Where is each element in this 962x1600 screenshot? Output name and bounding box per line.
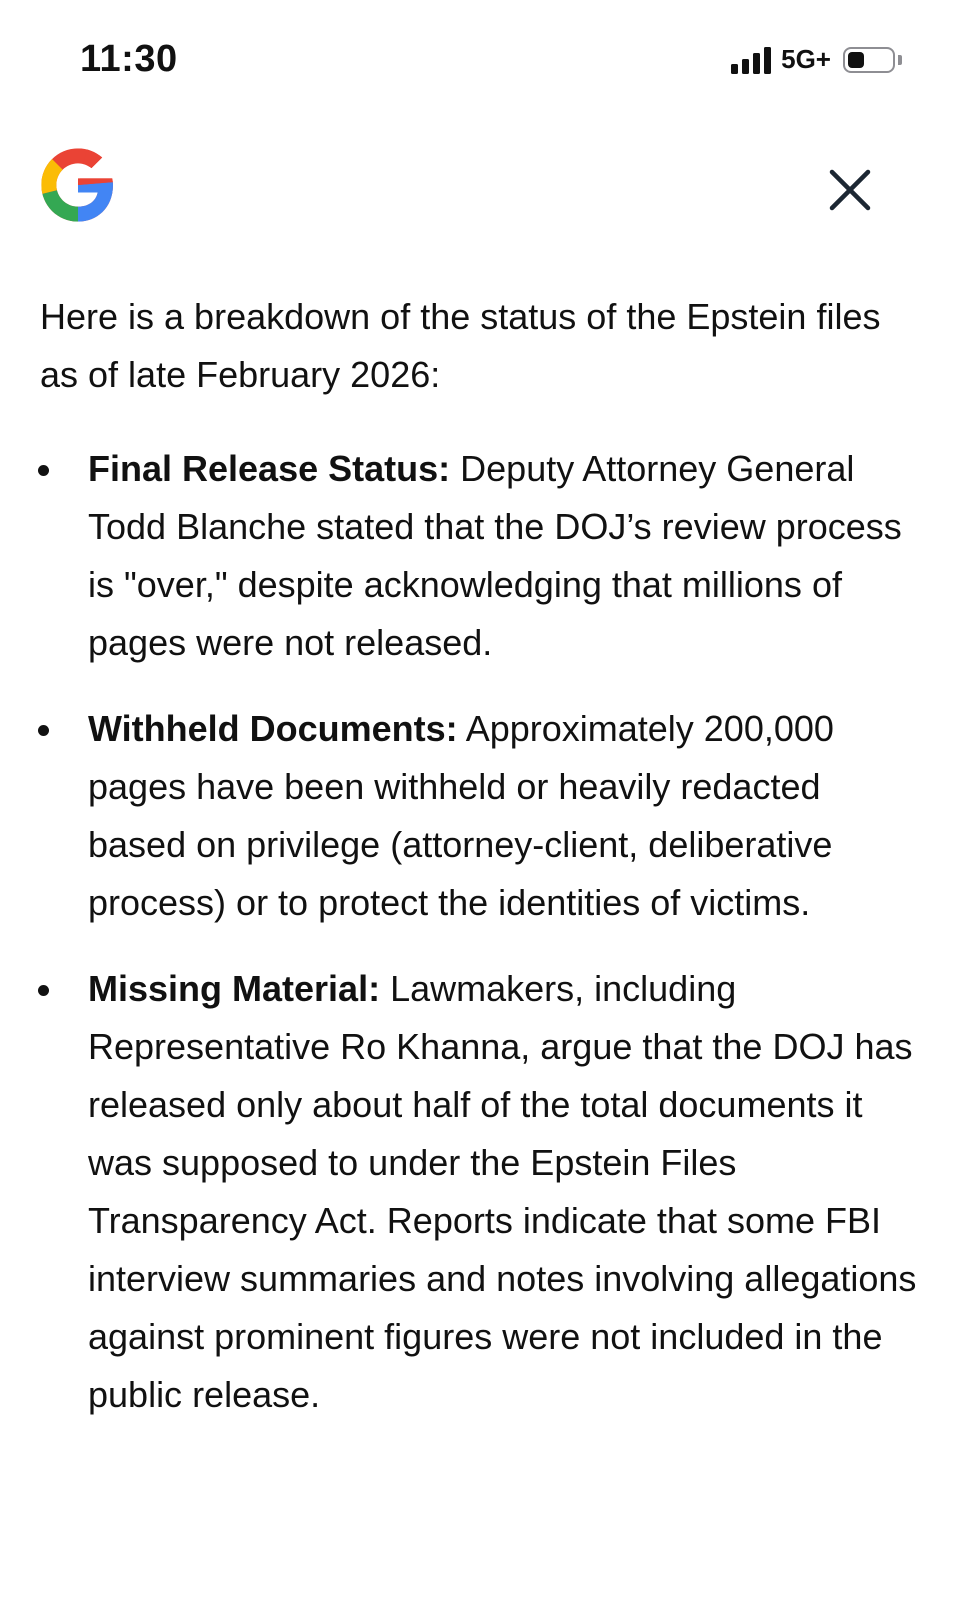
bullet-title: Withheld Documents:: [88, 708, 458, 749]
bullet-text: Approximately 200,000 pages have been withheld or heavily redacted based on privilege (attorney-client, deliberative process) or to protect the identities of victims.: [88, 708, 834, 923]
answer-intro: Here is a breakdown of the status of the Epstein files as of late February 2026:: [40, 296, 881, 395]
bullet-text: Lawmakers, including Representative Ro Khanna, argue that the DOJ has released only about half of the total documents it was supposed to under the Epstein Files Transparency Act. Reports indicate that some FBI interview summaries and notes involving allegations against prominent figures were not included in the public release.: [88, 968, 917, 1415]
bullet-list: [40, 440, 920, 1424]
status-indicators: [731, 44, 902, 75]
cellular-signal-icon: [731, 46, 771, 74]
battery-icon: [843, 47, 895, 73]
battery-tip: [898, 55, 902, 65]
bullet-text: Deputy Attorney General Todd Blanche stated that the DOJ’s review process is "over," despite acknowledging that millions of pages were not released.: [88, 448, 902, 663]
status-bar: [0, 0, 962, 110]
assistant-header: [0, 140, 962, 240]
bullet-item-withheld-documents: [40, 700, 920, 932]
answer-content: [40, 288, 920, 1452]
bullet-item-final-release-status: [40, 440, 920, 672]
close-button[interactable]: [822, 162, 878, 218]
network-type-label: 5G+: [781, 44, 831, 74]
battery-level: [848, 52, 864, 68]
google-g-logo-icon: [38, 145, 118, 225]
bullet-title: Final Release Status:: [88, 448, 451, 489]
bullet-title: Missing Material:: [88, 968, 381, 1009]
status-time: 11:30: [80, 38, 178, 80]
bullet-item-missing-material: [40, 960, 920, 1424]
